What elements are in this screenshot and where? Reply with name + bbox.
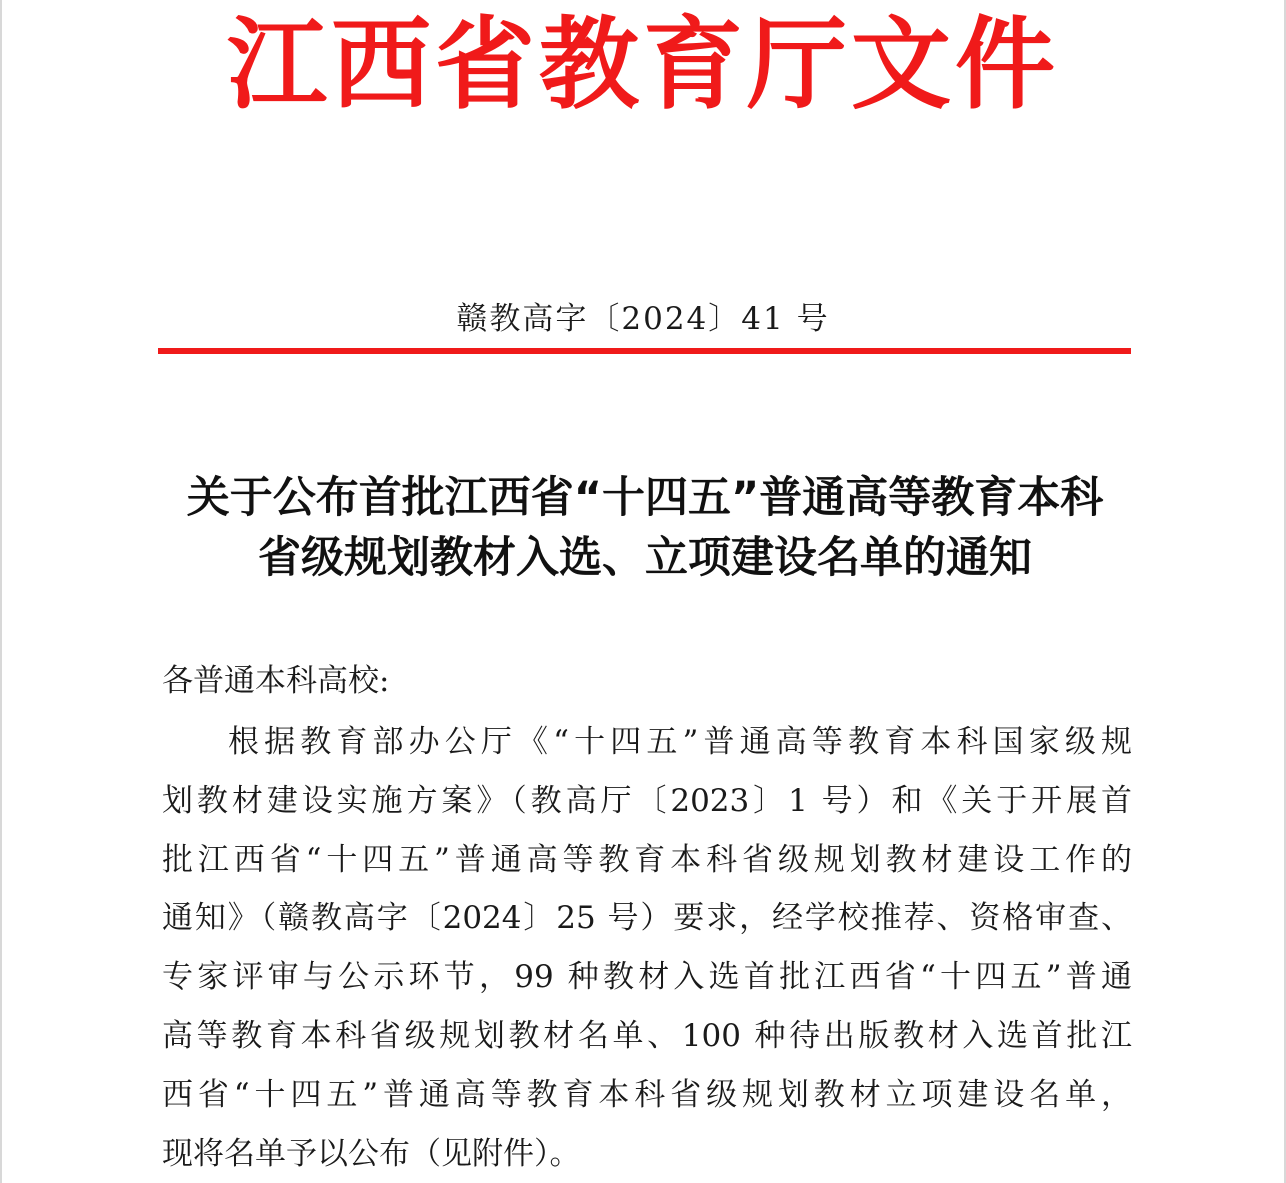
document-title-line: 省级规划教材入选、立项建设名单的通知 (258, 533, 1032, 583)
red-divider-rule (158, 348, 1131, 354)
paragraph-line: 批江西省“十四五”普通高等教育本科省级规划教材建设工作的 (162, 841, 1132, 878)
paragraph-line: 高等教育本科省级规划教材名单、100 种待出版教材入选首批江 (162, 1017, 1132, 1054)
body-paragraph (162, 713, 1132, 1183)
masthead-title: 江西省教育厅文件 (227, 5, 1059, 123)
paragraph-line: 专家评审与公示环节，99 种教材入选首批江西省“十四五”普通 (162, 959, 1132, 996)
document-title (150, 468, 1140, 588)
paragraph-line: 划教材建设实施方案》（教高厅〔2023〕1 号）和《关于开展首 (162, 782, 1132, 819)
paragraph-line: 根据教育部办公厅《“十四五”普通高等教育本科国家级规 (228, 724, 1132, 760)
paragraph-line: 通知》（赣教高字〔2024〕25 号）要求，经学校推荐、资格审查、 (162, 900, 1132, 937)
page-edge-left (0, 0, 2, 1183)
salutation: 各普通本科高校: (162, 663, 390, 699)
paragraph-line: 西省“十四五”普通高等教育本科省级规划教材立项建设名单， (162, 1076, 1132, 1113)
document-title-line: 关于公布首批江西省“十四五”普通高等教育本科 (186, 473, 1104, 523)
document-number: 赣教高字〔2024〕41 号 (456, 301, 830, 337)
paragraph-line: 现将名单予以公布（见附件）。 (162, 1135, 581, 1172)
